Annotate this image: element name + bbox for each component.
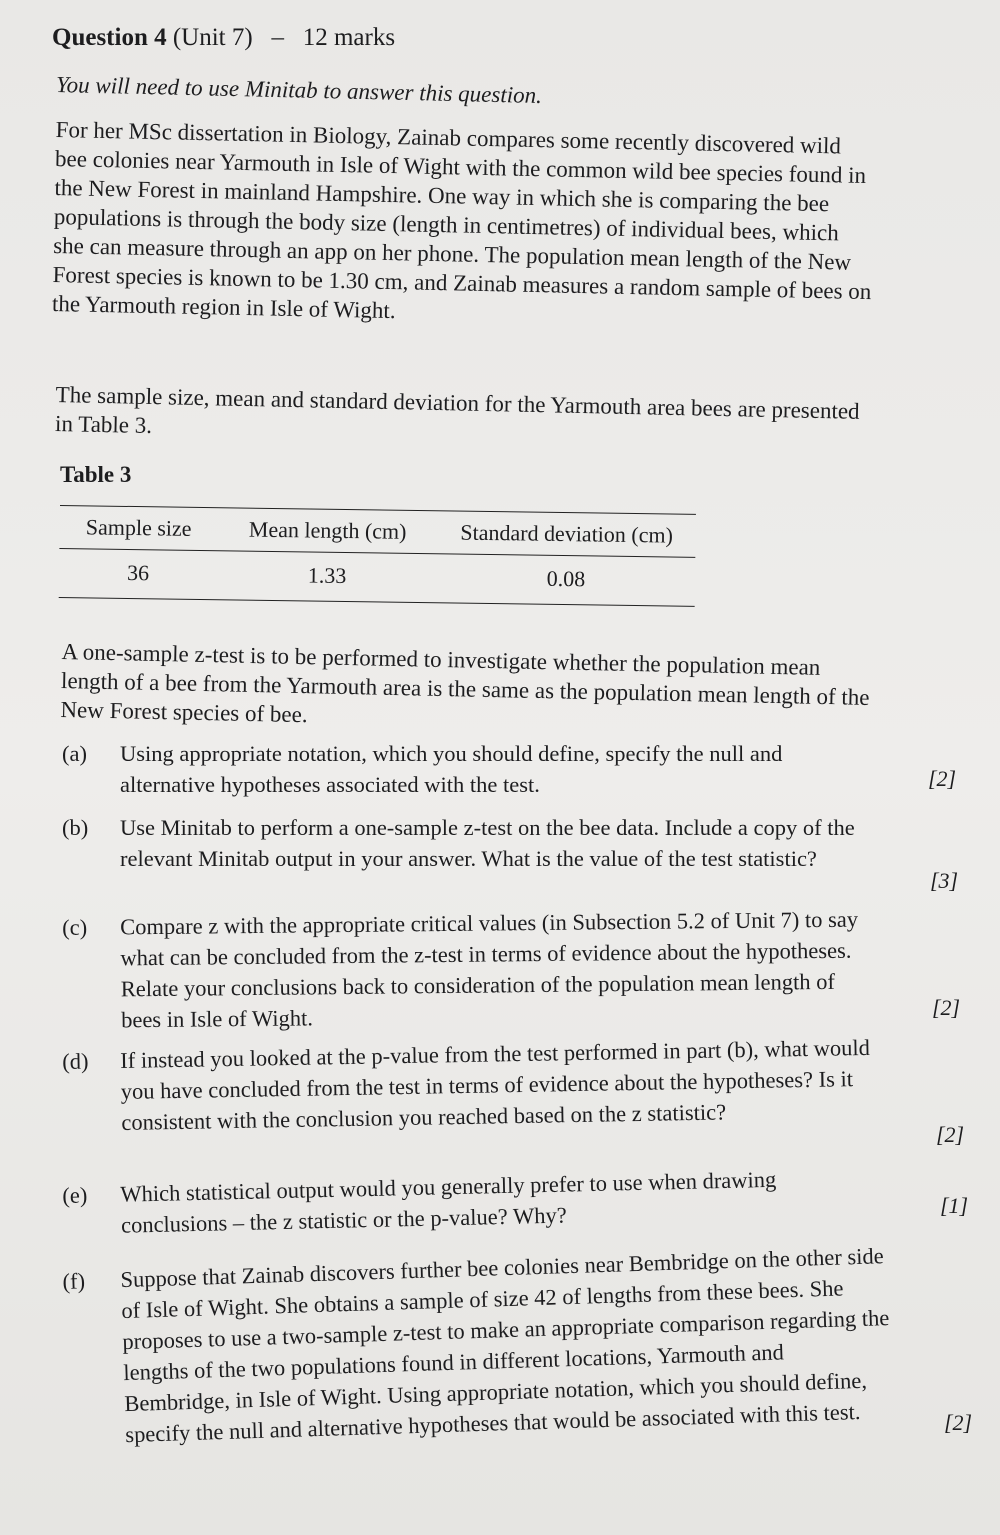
part-c bbox=[62, 903, 893, 1036]
part-marks: [2] bbox=[936, 1122, 965, 1147]
unit-ref: (Unit 7) bbox=[172, 24, 253, 51]
part-marks: [2] bbox=[928, 766, 957, 791]
table-label: Table 3 bbox=[60, 462, 132, 487]
part-label: (c) bbox=[62, 914, 88, 940]
part-text: Use Minitab to perform a one-sample z-test on the bee data. Include a copy of the relevant Minitab output in your answer. What is the value of the test statistic? bbox=[120, 815, 855, 871]
question-number: Question 4 bbox=[52, 24, 167, 51]
part-b bbox=[62, 812, 892, 874]
question-heading bbox=[52, 24, 395, 52]
intro-paragraph: For her MSc dissertation in Biology, Zainab compares some recently discovered wild bee colonies near Yarmouth in Isle of Wight with the common wild bee species found in the New Forest in mainland Hampshire. One way in which she is comparing the bee populations is through the body size (length in centimetres) of individual bees, which she can measure through an app on her phone. The population mean length of the New Forest species is known to be 1.30 cm, and Zainab measures a random sample of bees on the Yarmouth region in Isle of Wight. bbox=[51, 116, 872, 324]
header-std-dev: Standard deviation (cm) bbox=[460, 519, 674, 548]
part-d bbox=[62, 1032, 893, 1139]
part-a bbox=[62, 738, 892, 800]
part-marks: [1] bbox=[940, 1193, 969, 1218]
part-label: (f) bbox=[62, 1268, 86, 1294]
cell-sample-size: 36 bbox=[126, 559, 150, 586]
part-marks: [2] bbox=[944, 1410, 973, 1435]
cell-std-dev: 0.08 bbox=[546, 565, 586, 592]
part-label: (e) bbox=[62, 1182, 88, 1208]
part-label: (d) bbox=[62, 1048, 89, 1074]
part-label: (a) bbox=[62, 741, 87, 766]
cell-mean-length: 1.33 bbox=[307, 562, 347, 589]
part-e bbox=[62, 1161, 893, 1242]
part-marks: [3] bbox=[930, 868, 959, 893]
part-marks: [2] bbox=[932, 995, 961, 1020]
part-f bbox=[62, 1240, 897, 1452]
test-paragraph: A one-sample z-test is to be performed to investigate whether the population mean length of a bee from the Yarmouth area is the same as the population mean length of the New Forest species of bee. bbox=[60, 638, 870, 728]
part-text: Compare z with the appropriate critical values (in Subsection 5.2 of Unit 7) to say what can be concluded from the z-test in terms of evidence about the hypotheses. Relate your conclusions back to consideration of the population mean length of bees in Isle of Wight. bbox=[120, 906, 859, 1033]
header-sample-size: Sample size bbox=[85, 514, 192, 541]
instruction: You will need to use Minitab to answer this question. bbox=[55, 72, 543, 109]
part-text: Which statistical output would you generally prefer to use when drawing conclusions – the z statistic or the p-value? Why? bbox=[120, 1166, 777, 1238]
part-text: Using appropriate notation, which you should define, specify the null and alternative hypotheses associated with the test. bbox=[120, 741, 783, 797]
part-text: If instead you looked at the p-value from the test performed in part (b), what would you have concluded from the test in terms of evidence about the hypotheses? Is it consistent with the conclusion you reached based on the z statistic? bbox=[120, 1034, 871, 1135]
part-label: (b) bbox=[62, 815, 89, 840]
table-intro-paragraph: The sample size, mean and standard deviation for the Yarmouth area bees are presented in Table 3. bbox=[54, 381, 860, 439]
data-table bbox=[59, 505, 696, 607]
dash: – bbox=[271, 24, 284, 51]
part-text: Suppose that Zainab discovers further bee colonies near Bembridge on the other side of Isle of Wight. She obtains a sample of size 42 of lengths from these bees. She proposes to use a two-sample z-test to make an appropriate comparison regarding the lengths of the two populations found in different locations, Yarmouth and Bembridge, in Isle of Wight. Using appropriate notation, which you should define, specify the null and alternative hypotheses that would be associated with this test. bbox=[120, 1243, 890, 1448]
header-mean-length: Mean length (cm) bbox=[248, 516, 407, 544]
total-marks: 12 marks bbox=[302, 24, 396, 51]
